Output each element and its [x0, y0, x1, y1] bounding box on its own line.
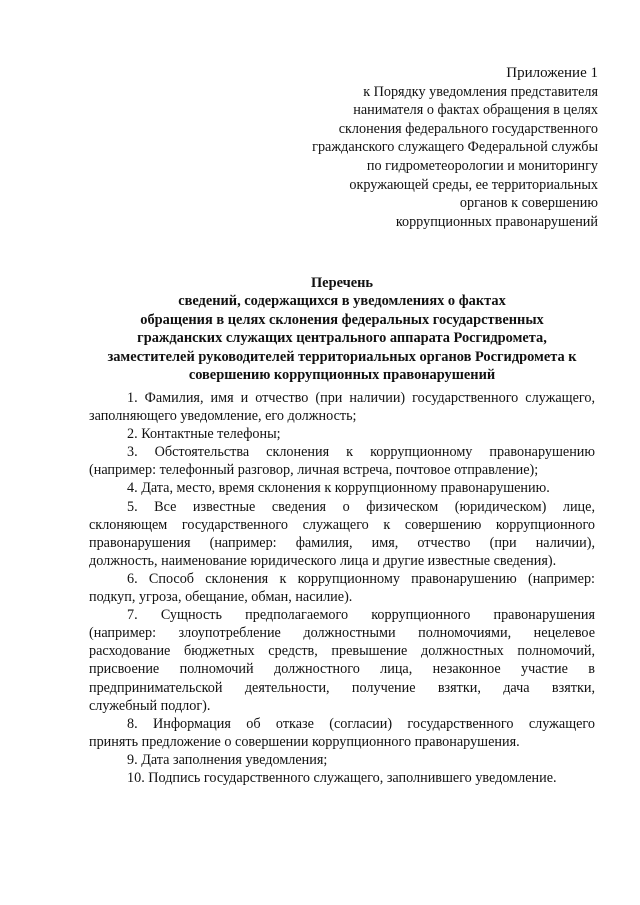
list-item-line: заполняющего уведомление, его должность;: [89, 408, 357, 425]
list-item-line: 3. Обстоятельства склонения к коррупционному правонарушению: [127, 444, 595, 461]
list-item-line: правонарушения (например: фамилия, имя, отчество (при наличии),: [89, 534, 595, 551]
list-item-line: (например: телефонный разговор, личная встреча, почтовое отправление);: [89, 462, 539, 479]
annex-title: Приложение 1: [506, 65, 598, 81]
list-item-line: присвоение полномочий должностного лица, незаконное участие в: [89, 661, 595, 678]
list-item-line: склоняющем государственного служащего к совершению коррупционного: [89, 516, 595, 533]
list-item-line: 5. Все известные сведения о физическом (юридическом) лице,: [127, 498, 595, 515]
list-item-line: предпринимательской деятельности, получение взятки, дача взятки,: [89, 679, 595, 696]
heading-line: обращения в целях склонения федеральных государственных: [140, 311, 544, 328]
list-item: [89, 443, 595, 479]
list-item: [89, 769, 595, 787]
annex-line: окружающей среды, ее территориальных: [349, 176, 598, 193]
list-item-line: 4. Дата, место, время склонения к коррупционному правонарушению.: [127, 480, 550, 497]
annex-block: [258, 64, 598, 231]
annex-line: гражданского служащего Федеральной службы: [312, 139, 598, 156]
list-item: [89, 389, 595, 425]
list-item-line: расходование бюджетных средств, превышение должностных полномочий,: [89, 643, 595, 660]
list-item: [89, 498, 595, 570]
heading-line: заместителей руководителей территориальных органов Росгидромета к: [107, 348, 577, 365]
annex-line: склонения федерального государственного: [338, 120, 598, 137]
list-item: [89, 715, 595, 751]
list-item-line: 8. Информация об отказе (согласии) государственного служащего: [127, 715, 595, 732]
list-item-line: 1. Фамилия, имя и отчество (при наличии) государственного служащего,: [127, 390, 595, 406]
heading-line: гражданских служащих центрального аппарата Росгидромета,: [137, 330, 547, 347]
annex-line: по гидрометеорологии и мониторингу: [366, 157, 598, 174]
list-item-line: 10. Подпись государственного служащего, заполнившего уведомление.: [127, 769, 557, 786]
list-item-line: 7. Сущность предполагаемого коррупционного правонарушения: [127, 607, 595, 624]
annex-line: к Порядку уведомления представителя: [363, 83, 598, 100]
document-heading: [72, 274, 612, 384]
list-item-line: 6. Способ склонения к коррупционному правонарушению (например:: [127, 570, 595, 587]
list-item: [89, 751, 595, 769]
list-item-line: должность, наименование юридического лица и другие известные сведения).: [89, 552, 557, 569]
list-item-line: (например: злоупотребление должностными полномочиями, нецелевое: [89, 625, 595, 642]
list-item-line: служебный подлог).: [89, 697, 211, 714]
list-item: [89, 425, 595, 443]
list-item-line: принять предложение о совершении коррупционного правонарушения.: [89, 733, 520, 750]
annex-line: нанимателя о фактах обращения в целях: [353, 102, 598, 119]
items-list: [89, 389, 595, 787]
annex-line: коррупционных правонарушений: [395, 213, 598, 230]
annex-line: органов к совершению: [459, 195, 598, 212]
list-item: [89, 570, 595, 606]
heading-line: Перечень: [310, 275, 374, 291]
list-item: [89, 606, 595, 715]
heading-line: сведений, содержащихся в уведомлениях о фактах: [178, 293, 506, 310]
list-item: [89, 479, 595, 497]
list-item-line: 2. Контактные телефоны;: [127, 426, 281, 443]
heading-line: совершению коррупционных правонарушений: [188, 367, 496, 384]
list-item-line: 9. Дата заполнения уведомления;: [127, 751, 328, 768]
list-item-line: подкуп, угроза, обещание, обман, насилие).: [89, 589, 353, 606]
